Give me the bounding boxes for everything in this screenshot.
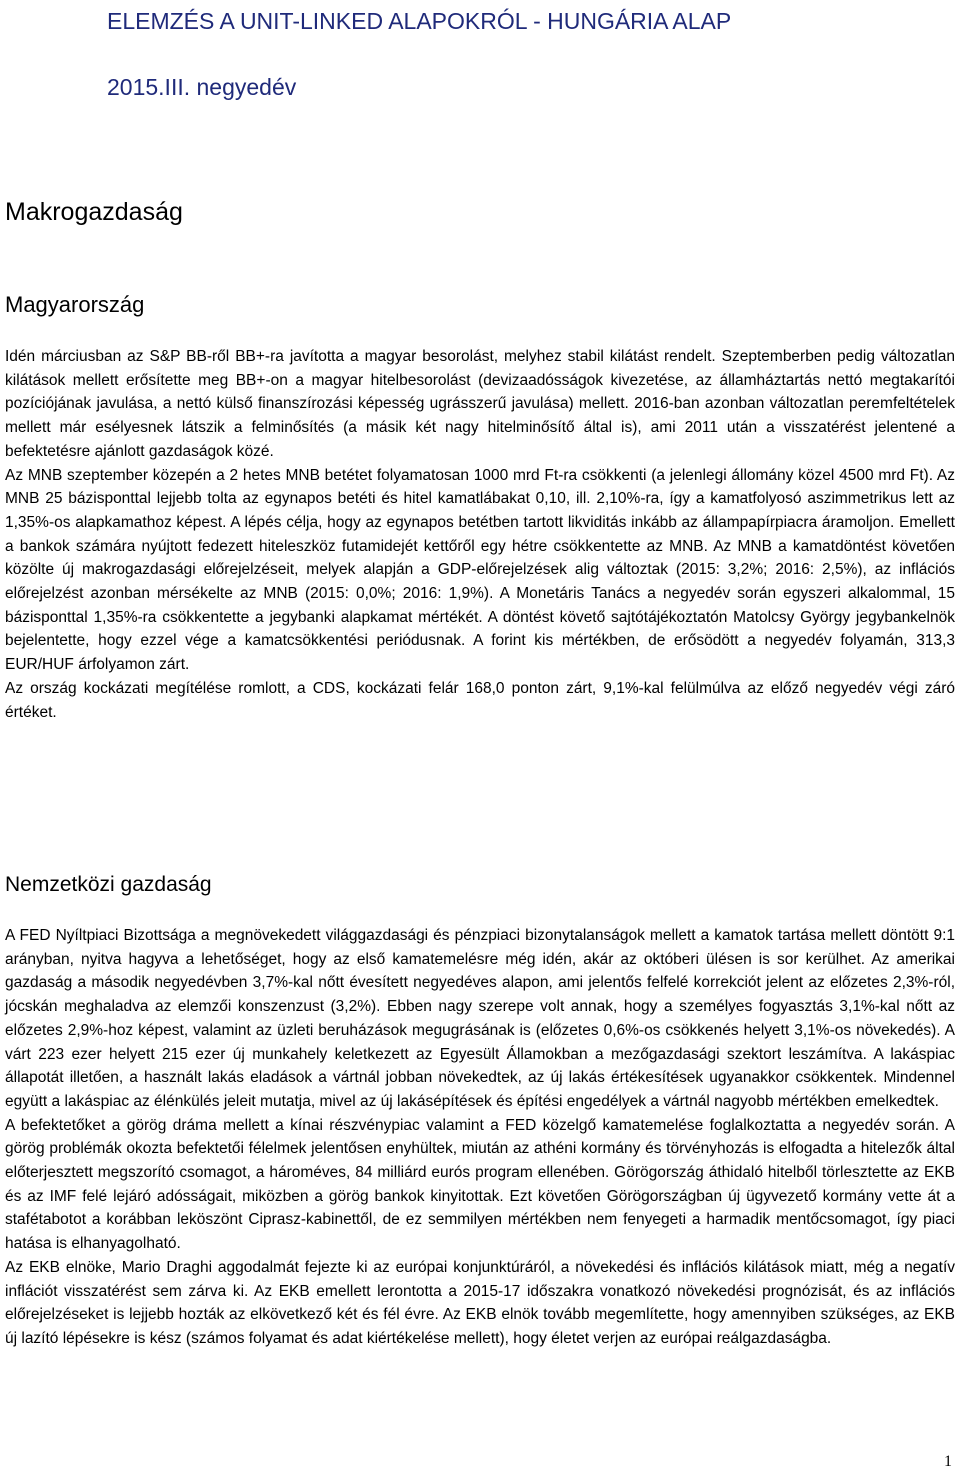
intl-paragraph-1: A FED Nyíltpiaci Bizottsága a megnövekedett világgazdasági és pénzpiaci bizonytalanságok mellett a kamatok tartása mellett döntött 9:1 arányban, nyitva hagyva a lehetőséget, hogy az első kamatemelésre még idén, akár az októberi ülésen is sor kerülhet. Az amerikai gazdaság a második negyedévben 3,7%-kal nőtt évesített negyedéves alapon, ami jelentős felfelé korrekciót jelent az előzetes 2,3%-ról, jócskán meghaladva az elemzői konszenzust (3,2%). Ebben nagy szerepe volt annak, hogy a személyes fogyasztás 3,1%-kal nőtt az előzetes 2,9%-hoz képest, valamint az üzleti beruházások megugrásának is (előzetes 0,6%-os csökkenés helyett 3,1%-os növekedés). A várt 223 ezer helyett 215 ezer új munkahely keletkezett az Egyesült Államokban a mezőgazdasági szektort leszámítva. A lakáspiac állapotát illetően, a használt lakás eladások a vártnál jobban növekedtek, az új lakás értékesítések ugyanakkor csökkentek. Mindennel együtt a lakáspiac az élénkülés jeleit mutatja, mivel az új lakásépítések és építési engedélyek a vártnál nagyobb mértékben emelkedtek. bbox=[5, 927, 955, 1110]
intl-text-block bbox=[5, 924, 955, 1351]
makro-paragraph-2: Az MNB szeptember közepén a 2 hetes MNB betétet folyamatosan 1000 mrd Ft-ra csökkenti (a jelenlegi állomány közel 4500 mrd Ft). Az MNB 25 bázisponttal lejjebb tolta az egynapos betéti és hitel kamatlábakat 0,10, ill. 2,10%-ra, így a kamatfolyosó aszimmetrikus lett az 1,35%-os alapkamathoz képest. A lépés célja, hogy az egynapos betétben tartott likviditás inkább az állampapírpiacra áramoljon. Emellett a bankok számára nyújtott fedezett hiteleszköz futamidejét kettőről egy hétre csökkentette az MNB. Az MNB a kamatdöntést követően közölte új makrogazdasági előrejelzéseit, melyek alapján a GDP-előrejelzések alig változtak (2015: 3,2%; 2016: 2,5%), az inflációs előrejelzést azonban mérsékelte az MNB (2015: 0,0%; 2016: 1,9%). A Monetáris Tanács a negyedév során egyszeri alkalommal, 15 bázisponttal 1,35%-ra csökkentette a jegybanki alapkamat mértékét. A döntést követő sajtótájékoztatón Matolcsy György jegybankelnök bejelentette, hogy ezzel vége a kamatcsökkentési periódusnak. A forint kis mértékben, de erősödött a negyedév folyamán, 313,3 EUR/HUF árfolyamon zárt. bbox=[5, 466, 955, 674]
intl-paragraph-3: Az EKB elnöke, Mario Draghi aggodalmát fejezte ki az európai konjunktúráról, a növekedési és inflációs kilátások miatt, még a negatív inflációt visszatérést sem zárva ki. Az EKB emellett lerontotta a 2015-17 időszakra vonatkozó növekedési prognózisát, és az inflációs előrejelzéseket is lejjebb hozták az elkövetkező két és fél évre. Az EKB elnök tovább megemlítette, hogy amennyiben szükséges, az EKB új lazító lépésekre is kész (számos folyamat és adat kiértékelése mellett), hogy életet verjen az európai reálgazdaságba. bbox=[5, 1258, 955, 1347]
makro-paragraph-3: Az ország kockázati megítélése romlott, a CDS, kockázati felár 168,0 ponton zárt, 9,1%-kal felülmúlva az előző negyedév végi záró értéket. bbox=[5, 679, 955, 721]
section-heading-international: Nemzetközi gazdaság bbox=[5, 873, 212, 896]
makro-paragraph-1: Idén márciusban az S&P BB-ről BB+-ra javította a magyar besorolást, melyhez stabil kilátást rendelt. Szeptemberben pedig változatlan kilátások mellett erősítette meg BB+-on a magyar hitelbesorolást (devizaadósságok kivezetése, az államháztartás nettó megtakarítói pozíciójának javulása, a nettó külső finanszírozási képesség ugrásszerű javulása) mellett. 2016-ban azonban változatlan peremfeltételek mellett már esélyesnek látszik a felminősítés (a másik két nagy hitelminősítő által is), ami 2011 után a visszatérést jelentené a befektetésre ajánlott gazdaságok közé. bbox=[5, 348, 955, 460]
page-number: 1 bbox=[944, 1453, 952, 1470]
section-heading-makro: Makrogazdaság bbox=[5, 198, 183, 226]
subsection-heading-hungary: Magyarország bbox=[5, 292, 145, 317]
document-title: ELEMZÉS A UNIT-LINKED ALAPOKRÓL - HUNGÁRIA ALAP bbox=[107, 8, 732, 34]
document-period: 2015.III. negyedév bbox=[107, 74, 297, 100]
makro-text-block bbox=[5, 345, 955, 724]
intl-paragraph-2: A befektetőket a görög dráma mellett a kínai részvénypiac valamint a FED közelgő kamatemelése foglalkoztatta a negyedév során. A görög problémák okozta befektetői félelmek jelentősen enyhültek, miután az athéni kormány és törvényhozás is elfogadta a hitelezők által előterjesztett megszorító csomagot, a hároméves, 84 milliárd eurós program ellenében. Görögország áthidaló hitelből törlesztette az EKB és az IMF felé lejáró adósságait, miközben a görög bankok kinyitottak. Ezt követően Görögországban új ügyvezető kormány vette át a stafétabotot a korábban leköszönt Ciprasz-kabinettől, de ez semmilyen mértékben nem fenyegeti a harmadik mentőcsomagot, így piaci hatása is elhanyagolható. bbox=[5, 1116, 955, 1253]
